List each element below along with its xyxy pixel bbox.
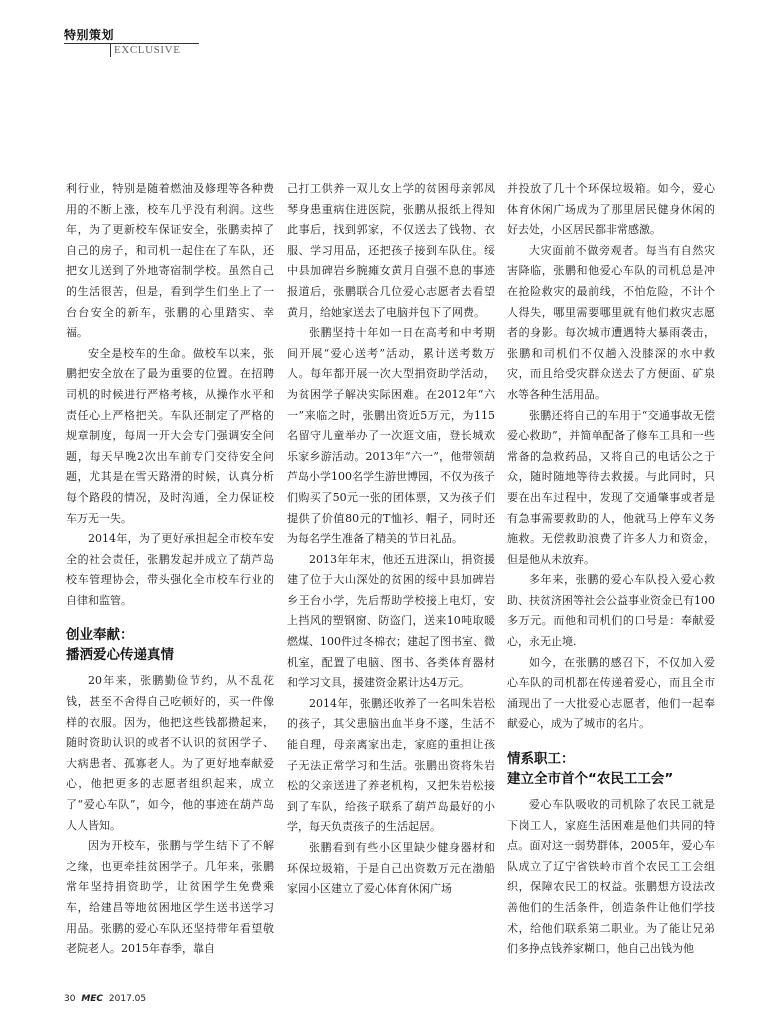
magazine-logo: MEC [81,994,104,1004]
body-paragraph: 张鹏还将自己的车用于“交通事故无偿爱心救助”，并简单配备了修车工具和一些常备的急救药品，又将自己的电话公之于众，随时随地等待去救援。与此同时，只要在出车过程中，发现了交通肇事或者是有急事需要救助的人，他就马上停车义务施救。无偿救助浪费了许多人力和资金，但是他从未放弃。 [507,408,715,566]
body-paragraph: 多年来，张鹏的爱心车队投入爱心救助、扶贫济困等社会公益事业资金已有100多万元。而他和司机们的口号是：奉献爱心，永无止境. [507,573,715,649]
article-column-3 [507,179,715,960]
body-paragraph: 2013年年末，他还五进深山，捐资援建了位于大山深处的贫困的绥中县加碑岩乡王台小学，先后帮助学校接上电灯，安上挡风的塑钢窗、防盗门，送来10吨取暖燃煤、100件过冬棉衣；建起了图书室、微机室，配置了电脑、图书、各类体育器材和学习文具，援建资金累计达4万元。 [287,552,495,690]
section-heading-line2: 建立全市首个“农民工工会” [507,771,674,788]
body-paragraph: 安全是校车的生命。做校车以来，张鹏把安全放在了最为重要的位置。在招聘司机的时候进行严格考核，从操作水平和责任心上严格把关。车队还制定了严格的规章制度，每周一开大会专门强调安全问题，每天早晚2次出车前专门交待安全问题，尤其是在雪天路滑的时候，认真分析每个路段的情况，及时沟通，全力保证校车万无一失。 [66,346,274,525]
section-heading [507,749,715,789]
body-paragraph: 张鹏看到有些小区里缺少健身器材和环保垃圾箱，于是自己出资数万元在渤船家园小区建立了爱心体育休闲广场 [287,841,495,896]
section-heading [66,625,274,665]
body-paragraph: 因为开校车，张鹏与学生结下了不解之缘，也更牵挂贫困学子。几年来，张鹏常年坚持捐资助学，让贫困学生免费乘车，给建昌等地贫困地区学生送书送学习用品。张鹏的爱心车队还坚持带年看望敬老院老人。2015年春季，靠自 [66,839,274,956]
article-column-1 [66,179,274,960]
section-subtitle: EXCLUSIVE [114,44,181,56]
section-header [64,26,204,66]
body-paragraph: 并投放了几十个环保垃圾箱。如今，爱心体育休闲广场成为了那里居民健身休闲的好去处，小区居民都非常感激。 [507,182,715,237]
body-paragraph: 利行业，特别是随着燃油及修理等各种费用的不断上涨，校车几乎没有利润。这些年，为了更新校车保证安全，张鹏卖掉了自己的房子，和司机一起住在了车队，还把女儿送到了外地寄宿制学校。虽然自己的生活很苦，但是，看到学生们坐上了一台台安全的新车，张鹏的心里踏实、幸福。 [66,182,274,340]
page-footer [64,994,146,1004]
body-paragraph: 爱心车队吸收的司机除了农民工就是下岗工人，家庭生活困难是他们共同的特点。面对这一弱势群体，2005年，爱心车队成立了辽宁省铁岭市首个农民工工会组织，保障农民工的权益。张鹏想方设法改善他们的生活条件，创造条件让他们学技术，给他们联系第二职业。为了能让兄弟们多挣点钱养家糊口，他自己出钱为他 [507,798,715,956]
section-title: 特别策划 [64,28,115,42]
section-heading-line1: 情系职工： [507,751,575,768]
section-heading-line2: 播洒爱心传递真情 [66,647,174,664]
body-paragraph: 2014年，张鹏还收养了一名叫朱岩松的孩子，其父患脑出血半身不遂，生活不能自理，母亲离家出走，家庭的重担让孩子无法正常学习和生活。张鹏出资将朱岩松的父亲送进了养老机构，又把朱岩松接到了车队，给孩子联系了葫芦岛最好的小学，每天负责孩子的生活起居。 [287,696,495,834]
body-paragraph: 大灾面前不做旁观者。每当有自然灾害降临，张鹏和他爱心车队的司机总是冲在抢险救灾的最前线，不怕危险，不计个人得失，哪里需要哪里就有他们救灾志愿者的身影。每次城市遭遇特大暴雨袭击，张鹏和司机们不仅趟入没膝深的水中救灾，而且给受灾群众送去了方便面、矿泉水等各种生活用品。 [507,243,715,401]
issue-date: 2017.05 [108,994,147,1004]
page-number: 30 [64,994,76,1004]
body-paragraph: 如今，在张鹏的感召下，不仅加入爱心车队的司机都在传递着爱心，而且全市涌现出了一大批爱心志愿者，他们一起奉献爱心，成为了城市的名片。 [507,655,715,731]
body-paragraph: 2014年，为了更好承担起全市校车安全的社会责任，张鹏发起并成立了葫芦岛校车管理协会，带头强化全市校车行业的自律和监管。 [66,532,274,607]
article-column-2 [287,179,495,900]
section-heading-line1: 创业奉献： [66,627,134,644]
header-divider-vertical [110,43,111,57]
body-paragraph: 张鹏坚持十年如一日在高考和中考期间开展“爱心送考”活动，累计送考数万人。每年都开展一次大型捐资助学活动，为贫困学子解决实际困难。在2012年“六一”来临之时，张鹏出资近5万元，为115名留守儿童举办了一次逛文庙，登长城欢乐家乡游活动。2013年“六一”，他带领葫芦岛小学100名学生游世博园，不仅为孩子们购买了50元一张的团体票，又为孩子们提供了价值80元的T恤衫、帽子，同时还为每名学生准备了精美的节日礼品。 [287,326,495,546]
body-paragraph: 己打工供养一双儿女上学的贫困母亲郭凤琴身患重病住进医院，张鹏从报纸上得知此事后，找到郭家，不仅送去了钱物、衣服、学习用品，还把孩子接到车队住。绥中县加碑岩乡腕瘫女黄月自强不息的事迹报道后，张鹏联合几位爱心志愿者去看望黄月，给她家送去了电脑并包下了网费。 [287,182,495,319]
body-paragraph: 20年来，张鹏勤俭节约，从不乱花钱，甚至不舍得自己吃顿好的，买一件像样的衣服。因为，他把这些钱都攒起来，随时资助认识的或者不认识的贫困学子、大病患者、孤寡老人。为了更好地奉献爱心，他把更多的志愿者组织起来，成立了“爱心车队”，如今，他的事迹在葫芦岛人人皆知。 [66,674,274,832]
